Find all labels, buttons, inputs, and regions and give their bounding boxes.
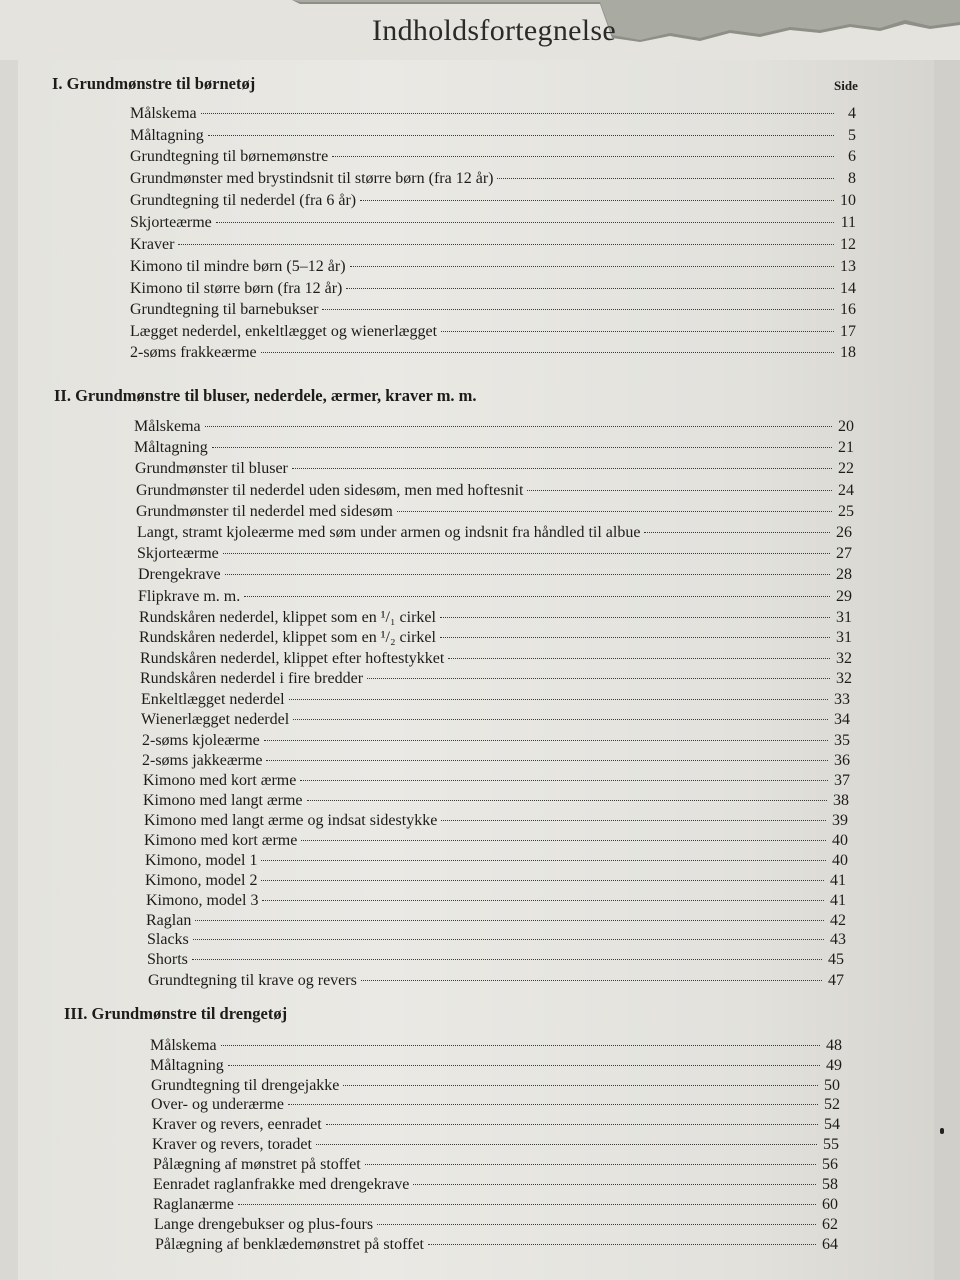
dot-leader (350, 266, 834, 267)
toc-entry (137, 545, 852, 565)
ink-speck (940, 1128, 944, 1134)
dot-leader (261, 352, 834, 353)
toc-entry-title: Kraver (130, 236, 175, 253)
dot-leader (288, 1104, 818, 1105)
toc-entry (143, 772, 850, 792)
toc-entry (137, 524, 852, 544)
toc-entry (153, 1156, 838, 1176)
toc-entry (150, 1037, 842, 1057)
toc-entry-page: 13 (840, 258, 856, 275)
toc-entry-title: Grundmønster til nederdel med sidesøm (136, 503, 393, 520)
toc-entry (138, 588, 852, 608)
dot-leader (440, 617, 830, 618)
toc-entry (146, 892, 846, 912)
toc-entry (130, 214, 856, 234)
toc-entry-title: Flipkrave m. m. (138, 588, 241, 605)
dot-leader (326, 1124, 818, 1125)
toc-entry (135, 460, 854, 480)
toc-entry-title: Kimono, model 2 (145, 872, 258, 889)
dot-leader (212, 447, 832, 448)
dot-leader (316, 1144, 817, 1145)
toc-entry-page: 26 (836, 524, 852, 541)
toc-entry-page: 29 (836, 588, 852, 605)
toc-entry (151, 1096, 840, 1116)
toc-entry-title: Skjorteærme (130, 214, 212, 231)
toc-entry-page: 6 (848, 148, 856, 165)
dot-leader (397, 511, 832, 512)
dot-leader (440, 637, 830, 638)
toc-entry-title: Rundskåren nederdel, klippet efter hoftestykket (140, 650, 445, 667)
section-heading: III. Grundmønstre til drengetøj (64, 1004, 288, 1023)
dot-leader (377, 1224, 816, 1225)
toc-entry-page: 55 (823, 1136, 839, 1153)
toc-entry-title: Pålægning af benklædemønstret på stoffet (155, 1236, 424, 1253)
dot-leader (346, 288, 834, 289)
dot-leader (413, 1184, 816, 1185)
toc-entry (147, 951, 844, 971)
toc-entry-title: Måltagning (150, 1057, 224, 1074)
page-title: Indholdsfortegnelse (372, 14, 616, 47)
toc-entry-page: 58 (822, 1176, 838, 1193)
toc-entry-page: 11 (840, 214, 856, 231)
toc-entry-title: Grundmønster til bluser (135, 460, 288, 477)
toc-entry-title: Grundmønster med brystindsnit til større børn (fra 12 år) (130, 170, 494, 187)
toc-entry-page: 27 (836, 545, 852, 562)
toc-entry (130, 105, 856, 125)
toc-entry-page: 4 (848, 105, 856, 122)
toc-entry-page: 62 (822, 1216, 838, 1233)
toc-entry-page: 42 (830, 912, 846, 929)
dot-leader (261, 880, 824, 881)
toc-entry-title: Lange drengebukser og plus-fours (154, 1216, 374, 1233)
dot-leader (441, 331, 834, 332)
toc-entry-page: 43 (830, 931, 846, 948)
toc-entry-page: 18 (840, 344, 856, 361)
toc-entry-title: Kimono med kort ærme (143, 772, 297, 789)
toc-entry-page: 45 (828, 951, 844, 968)
dot-leader (332, 156, 834, 157)
toc-entry-title: Måltagning (134, 439, 208, 456)
toc-entry-title: 2-søms jakkeærme (142, 752, 263, 769)
toc-entry (155, 1236, 838, 1256)
toc-entry (146, 912, 846, 932)
dot-leader (448, 658, 830, 659)
toc-entry (152, 1116, 840, 1136)
toc-entry-page: 22 (838, 460, 854, 477)
toc-entry-title: Grundmønster til nederdel uden sidesøm, men med hoftesnit (136, 482, 524, 499)
toc-entry-title: Grundtegning til barnebukser (130, 301, 319, 318)
dot-leader (322, 309, 834, 310)
toc-entry-page: 36 (834, 752, 850, 769)
toc-entry-page: 60 (822, 1196, 838, 1213)
toc-entry-page: 14 (840, 280, 856, 297)
dot-leader (343, 1085, 818, 1086)
toc-entry-title: Grundtegning til nederdel (fra 6 år) (130, 192, 357, 209)
dot-leader (244, 596, 830, 597)
toc-entry-page: 39 (832, 812, 848, 829)
toc-entry (134, 418, 854, 438)
dot-leader (266, 760, 828, 761)
toc-entry-page: 38 (833, 792, 849, 809)
toc-entry-page: 31 (836, 609, 852, 626)
toc-entry-title: Eenradet raglanfrakke med drengekrave (153, 1176, 410, 1193)
toc-entry (130, 148, 856, 168)
toc-entry (144, 812, 848, 832)
dot-leader (300, 780, 828, 781)
toc-entry-title: Over- og underærme (151, 1096, 284, 1113)
toc-entry-page: 64 (822, 1236, 838, 1253)
toc-entry-page: 28 (836, 566, 852, 583)
dot-leader (238, 1204, 816, 1205)
toc-entry-page: 34 (834, 711, 850, 728)
toc-entry (130, 170, 856, 190)
toc-entry-page: 32 (836, 670, 852, 687)
toc-entry-title: Wienerlægget nederdel (141, 711, 290, 728)
toc-entry-title: Kimono med langt ærme (143, 792, 303, 809)
dot-leader (208, 135, 834, 136)
toc-entry-page: 20 (838, 418, 854, 435)
dot-leader (301, 840, 826, 841)
toc-entry (130, 301, 856, 321)
dot-leader (178, 244, 834, 245)
toc-entry (152, 1136, 839, 1156)
dot-leader (292, 468, 832, 469)
toc-entry-page: 17 (840, 323, 856, 340)
toc-entry (147, 931, 846, 951)
toc-entry (140, 650, 852, 670)
dot-leader (223, 553, 830, 554)
toc-entry (130, 323, 856, 343)
toc-entry-page: 5 (848, 127, 856, 144)
toc-entry (140, 670, 852, 690)
toc-entry-title: Målskema (150, 1037, 217, 1054)
dot-leader (195, 920, 824, 921)
dot-leader (365, 1164, 816, 1165)
page-edge (934, 0, 960, 1280)
dot-leader (527, 490, 832, 491)
dot-leader (360, 200, 834, 201)
toc-entry-page: 12 (840, 236, 856, 253)
toc-entry-page: 24 (838, 482, 854, 499)
toc-entry-page: 48 (826, 1037, 842, 1054)
toc-entry-title: Raglan (146, 912, 192, 929)
toc-entry-title: 2-søms kjoleærme (142, 732, 260, 749)
toc-entry-title: Rundskåren nederdel i fire bredder (140, 670, 364, 687)
toc-entry (151, 1077, 840, 1097)
dot-leader (221, 1045, 820, 1046)
toc-entry (148, 972, 844, 992)
toc-entry-title: Grundtegning til krave og revers (148, 972, 357, 989)
toc-entry-page: 52 (824, 1096, 840, 1113)
dot-leader (262, 900, 824, 901)
dot-leader (497, 178, 834, 179)
toc-entry-title: Målskema (130, 105, 197, 122)
toc-entry (130, 236, 856, 256)
toc-entry-page: 41 (830, 892, 846, 909)
dot-leader (225, 574, 830, 575)
toc-entry (145, 852, 848, 872)
toc-entry (139, 629, 852, 649)
toc-entry-title: Kraver og revers, eenradet (152, 1116, 322, 1133)
dot-leader (428, 1244, 816, 1245)
toc-entry-page: 47 (828, 972, 844, 989)
toc-entry-page: 37 (834, 772, 850, 789)
toc-entry (143, 792, 849, 812)
toc-entry (144, 832, 848, 852)
toc-entry-page: 8 (848, 170, 856, 187)
dot-leader (289, 699, 828, 700)
toc-entry (130, 344, 856, 364)
dot-leader (644, 532, 830, 533)
toc-entry-title: Grundtegning til børnemønstre (130, 148, 329, 165)
toc-entry-page: 31 (836, 629, 852, 646)
toc-entry-title: Kimono med langt ærme og indsat sidestykke (144, 812, 438, 829)
toc-entry (136, 482, 854, 502)
toc-entry-page: 10 (840, 192, 856, 209)
toc-entry-page: 50 (824, 1077, 840, 1094)
toc-entry-title: Kimono med kort ærme (144, 832, 298, 849)
toc-entry (145, 872, 846, 892)
toc-entry (150, 1057, 842, 1077)
dot-leader (307, 800, 827, 801)
toc-entry-title: Rundskåren nederdel, klippet som en ¹/₁ cirkel (139, 609, 436, 626)
toc-entry-title: Slacks (147, 931, 189, 948)
toc-entry (138, 566, 852, 586)
toc-entry (130, 258, 856, 278)
toc-entry (141, 711, 850, 731)
toc-entry-title: Raglanærme (153, 1196, 234, 1213)
toc-entry-page: 41 (830, 872, 846, 889)
toc-entry-page: 54 (824, 1116, 840, 1133)
toc-entry-title: Målskema (134, 418, 201, 435)
toc-entry-page: 33 (834, 691, 850, 708)
toc-entry-page: 40 (832, 852, 848, 869)
dot-leader (261, 860, 826, 861)
section-heading: I. Grundmønstre til børnetøj (52, 74, 256, 93)
toc-entry (153, 1196, 838, 1216)
toc-entry-title: 2-søms frakkeærme (130, 344, 257, 361)
toc-entry-title: Enkeltlægget nederdel (141, 691, 285, 708)
toc-entry-page: 32 (836, 650, 852, 667)
toc-entry-title: Grundtegning til drengejakke (151, 1077, 340, 1094)
dot-leader (228, 1065, 820, 1066)
dot-leader (193, 939, 824, 940)
dot-leader (216, 222, 834, 223)
toc-entry (141, 691, 850, 711)
toc-entry-title: Skjorteærme (137, 545, 219, 562)
toc-entry-page: 40 (832, 832, 848, 849)
toc-entry-title: Kimono, model 1 (145, 852, 258, 869)
toc-entry-title: Kimono til mindre børn (5–12 år) (130, 258, 346, 275)
toc-entry-page: 21 (838, 439, 854, 456)
toc-entry-title: Rundskåren nederdel, klippet som en ¹/₂ cirkel (139, 629, 436, 646)
toc-entry-title: Måltagning (130, 127, 204, 144)
toc-entry-title: Kimono, model 3 (146, 892, 259, 909)
toc-entry-title: Shorts (147, 951, 188, 968)
toc-entry (130, 127, 856, 147)
dot-leader (205, 426, 832, 427)
toc-entry-title: Pålægning af mønstret på stoffet (153, 1156, 361, 1173)
toc-entry-title: Langt, stramt kjoleærme med søm under armen og indsnit fra håndled til albue (137, 524, 641, 541)
toc-entry-title: Kimono til større børn (fra 12 år) (130, 280, 343, 297)
toc-entry-page: 56 (822, 1156, 838, 1173)
toc-entry-title: Drengekrave (138, 566, 221, 583)
toc-entry-page: 49 (826, 1057, 842, 1074)
toc-entry (142, 732, 850, 752)
side-column-label: Side (834, 78, 858, 93)
dot-leader (192, 959, 822, 960)
dot-leader (441, 820, 826, 821)
dot-leader (361, 980, 822, 981)
toc-entry-page: 25 (838, 503, 854, 520)
toc-entry (142, 752, 850, 772)
toc-entry (130, 280, 856, 300)
toc-entry (130, 192, 856, 212)
dot-leader (293, 719, 828, 720)
toc-entry-title: Lægget nederdel, enkeltlægget og wienerlægget (130, 323, 438, 340)
dot-leader (367, 678, 830, 679)
toc-entry-page: 35 (834, 732, 850, 749)
dot-leader (264, 740, 828, 741)
toc-entry (139, 609, 852, 629)
section-heading: II. Grundmønstre til bluser, nederdele, ærmer, kraver m. m. (54, 386, 477, 405)
toc-entry (154, 1216, 838, 1236)
toc-entry (136, 503, 854, 523)
dot-leader (201, 113, 834, 114)
toc-entry (134, 439, 854, 459)
toc-entry-title: Kraver og revers, toradet (152, 1136, 312, 1153)
toc-entry (153, 1176, 838, 1196)
toc-entry-page: 16 (840, 301, 856, 318)
